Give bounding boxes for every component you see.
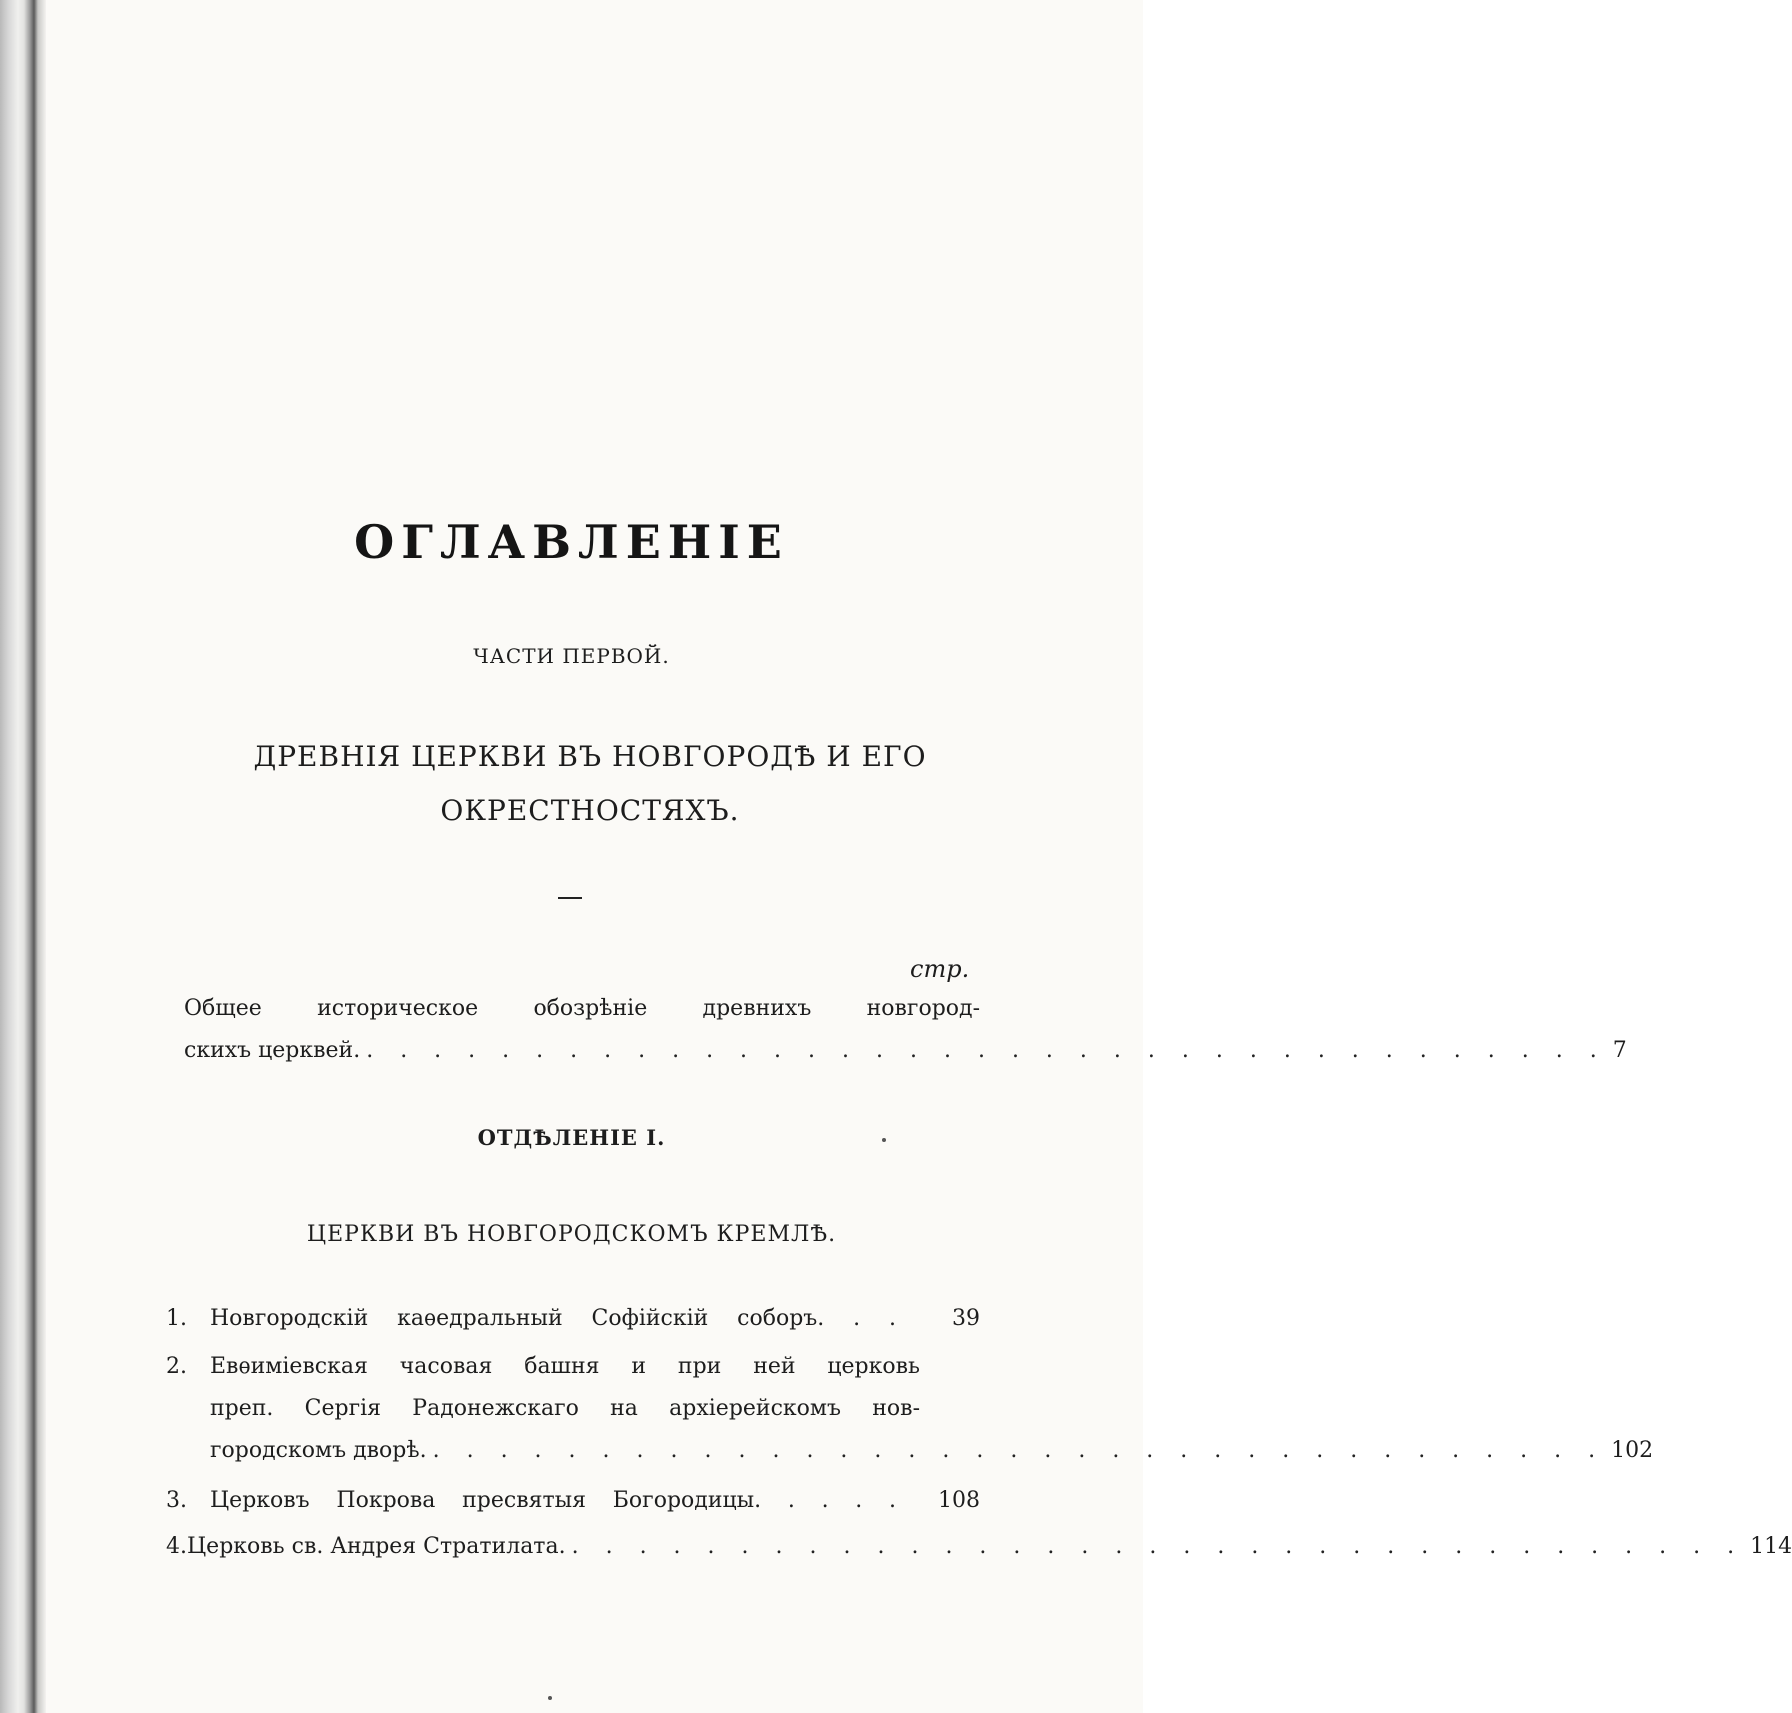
toc-entry	[166, 1298, 980, 1340]
divider-rule	[558, 897, 582, 899]
ink-speck	[882, 1138, 886, 1142]
toc-entry-page: 39	[952, 1306, 980, 1331]
toc-entry	[166, 1480, 980, 1522]
binding-edge	[0, 0, 46, 1713]
toc-entry-text-line: Евѳиміевская часовая башня и при ней церковь	[210, 1354, 920, 1379]
section-title-line-1: ДРЕВНІЯ ЦЕРКВИ ВЪ НОВГОРОДѢ И ЕГО	[253, 740, 927, 773]
toc-entry-page: 7	[1612, 1038, 1627, 1063]
toc-entry-number: 1.	[166, 1306, 187, 1331]
toc-entry-page: 102	[1611, 1438, 1654, 1463]
toc-entry-text-line: Новгородскій каѳедральный Софійскій соборъ. . .	[210, 1306, 896, 1331]
toc-entry-text-line: преп. Сергія Радонежскаго на архіерейскомъ нов-	[210, 1396, 920, 1421]
ink-speck	[548, 1696, 552, 1700]
section-title-line-2: ОКРЕСТНОСТЯХЪ.	[440, 794, 740, 827]
division-heading: ОТДѢЛЕНІЕ I.	[477, 1125, 666, 1150]
toc-entry-page: 114	[1750, 1534, 1792, 1559]
section-title	[200, 730, 980, 838]
toc-entry-text-line: Общее историческое обозрѣніе древнихъ новгород-	[184, 996, 980, 1021]
toc-entry-text-line: скихъ церквей.	[184, 1038, 361, 1063]
leader-dots: . . . . . . . . . . . . . . . . . . . . . . . . . . . . . . . . . . .	[432, 1438, 1606, 1463]
page-title: ОГЛАВЛЕНІЕ	[354, 515, 789, 569]
page-column-header: стр.	[910, 955, 970, 983]
toc-entry-number: 4.	[166, 1534, 187, 1559]
toc-entry-number: 3.	[166, 1488, 187, 1513]
part-heading: ЧАСТИ ПЕРВОЙ.	[473, 644, 670, 668]
toc-entry-text-line: Церковъ Покрова пресвятыя Богородицы. . . . .	[210, 1488, 896, 1513]
subsection-heading: ЦЕРКВИ ВЪ НОВГОРОДСКОМЪ КРЕМЛѢ.	[306, 1222, 837, 1247]
toc-entry-number: 2.	[166, 1354, 187, 1379]
toc-entry	[166, 1346, 1654, 1472]
toc-entry-overview	[184, 988, 1627, 1072]
leader-dots: . . . . . . . . . . . . . . . . . . . . . . . . . . . . . . . . . . .	[571, 1534, 1745, 1559]
toc-entry-text-line: городскомъ дворѣ.	[210, 1438, 427, 1463]
toc-entry-text-line: Церковь св. Андрея Стратилата.	[187, 1534, 566, 1559]
toc-entry-page: 108	[938, 1488, 980, 1513]
leader-dots: . . . . . . . . . . . . . . . . . . . . . . . . . . . . . . . . . . . . .	[366, 1038, 1607, 1063]
toc-entry	[166, 1526, 1792, 1568]
